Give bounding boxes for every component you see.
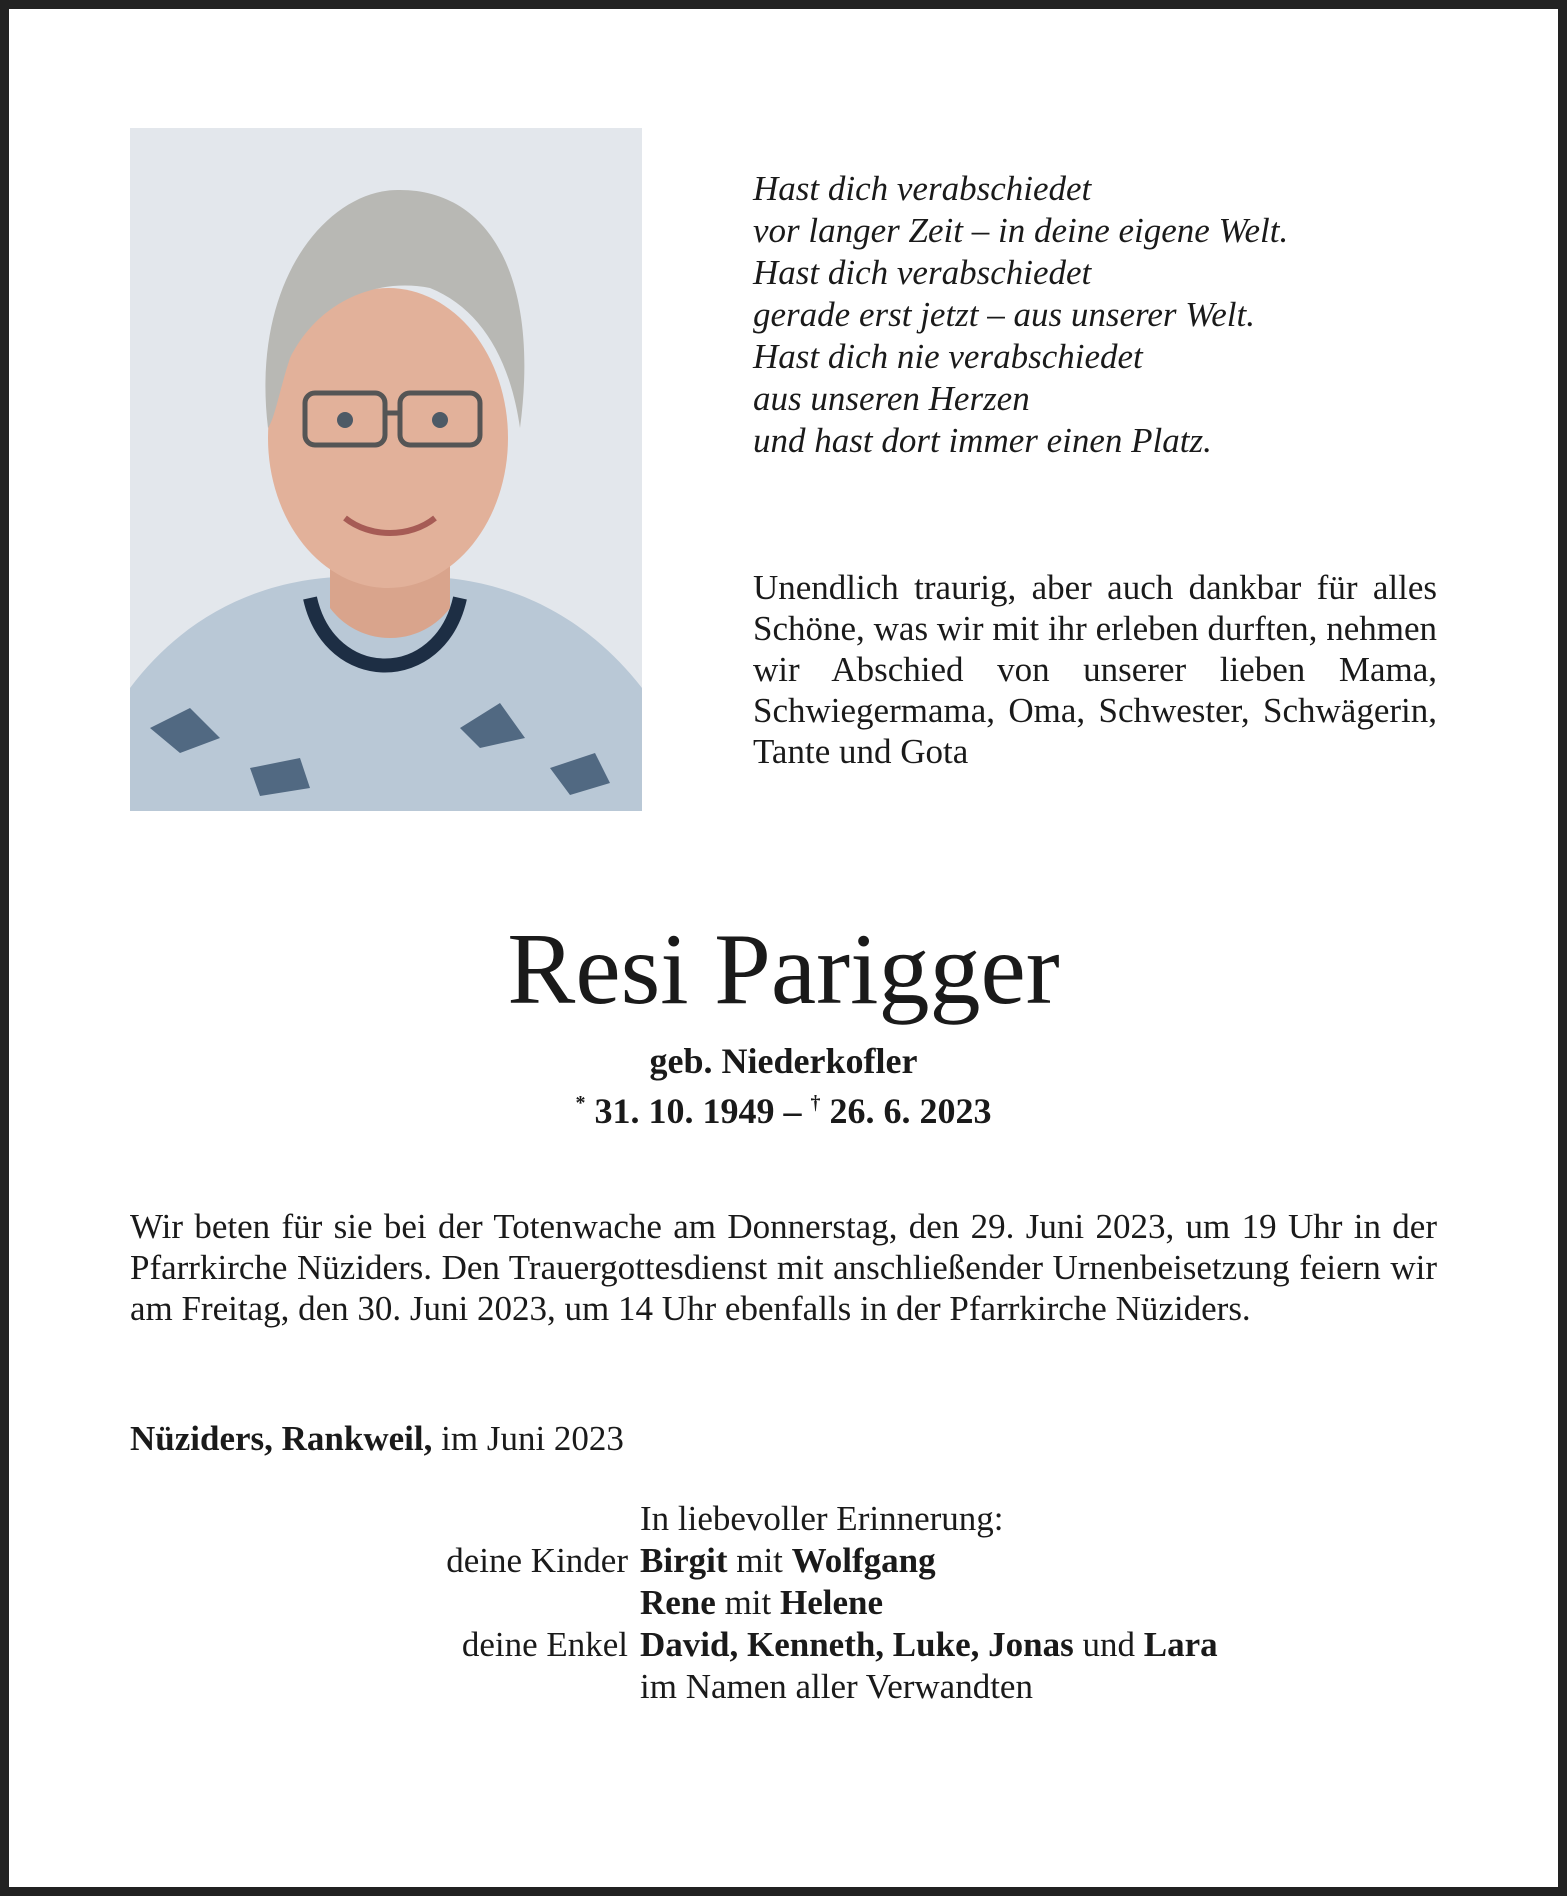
- portrait-illustration: [130, 128, 642, 811]
- conjunction: und: [1082, 1625, 1135, 1664]
- birth-date: 31. 10. 1949: [594, 1091, 775, 1131]
- death-date: 26. 6. 2023: [829, 1091, 992, 1131]
- poem-line: Hast dich verabschiedet: [753, 253, 1092, 292]
- signature-block: [0, 1498, 1567, 1708]
- life-dates: [0, 1081, 1567, 1133]
- birth-symbol: *: [575, 1092, 586, 1114]
- signature-closing: im Namen aller Verwandten: [640, 1667, 1033, 1706]
- poem-line: gerade erst jetzt – aus unserer Welt.: [753, 295, 1255, 334]
- intro-text: Unendlich traurig, aber auch dankbar für alles Schöne, was wir mit ihr erleben durften, nehmen wir Abschied von unserer lieben Mama, Schwiegermama, Oma, Schwester, Schwägerin, Tante und Gota: [753, 568, 1437, 771]
- place-date: [130, 1418, 624, 1460]
- deceased-name: Resi Parigger: [507, 913, 1060, 1026]
- grandchildren-label: deine Enkel: [461, 1625, 628, 1664]
- place-month: im Juni 2023: [441, 1419, 624, 1458]
- death-symbol: †: [810, 1092, 821, 1114]
- poem: [753, 168, 1453, 462]
- partner-name: Wolfgang: [791, 1541, 936, 1580]
- grandchild-last: Lara: [1143, 1625, 1218, 1664]
- service-text: Wir beten für sie bei der Totenwache am Donnerstag, den 29. Juni 2023, um 19 Uhr in der Pfarrkirche Nüziders. Den Trauergottesdienst mit anschließender Urnenbeisetzung feiern wir am Freitag, den 30. Juni 2023, um 14 Uhr ebenfalls in der Pfarrkirche Nüziders.: [130, 1207, 1437, 1328]
- date-dash: –: [783, 1091, 802, 1131]
- child-name: Rene: [640, 1583, 716, 1622]
- maiden-name: geb. Niederkofler: [649, 1041, 918, 1081]
- place-towns: Nüziders, Rankweil,: [130, 1419, 433, 1458]
- poem-line: aus unseren Herzen: [753, 379, 1030, 418]
- child-name: Birgit: [640, 1541, 728, 1580]
- children-label: deine Kinder: [446, 1541, 628, 1580]
- poem-line: Hast dich verabschiedet: [753, 169, 1092, 208]
- conjunction: mit: [724, 1583, 772, 1622]
- poem-line: und hast dort immer einen Platz.: [753, 421, 1212, 460]
- partner-name: Helene: [780, 1583, 884, 1622]
- grandchildren-names: David, Kenneth, Luke, Jonas: [640, 1625, 1074, 1664]
- conjunction: mit: [736, 1541, 783, 1580]
- portrait-photo: [130, 128, 642, 811]
- poem-line: Hast dich nie verabschiedet: [753, 337, 1143, 376]
- poem-line: vor langer Zeit – in deine eigene Welt.: [753, 211, 1289, 250]
- signature-heading: In liebevoller Erinnerung:: [640, 1499, 1004, 1538]
